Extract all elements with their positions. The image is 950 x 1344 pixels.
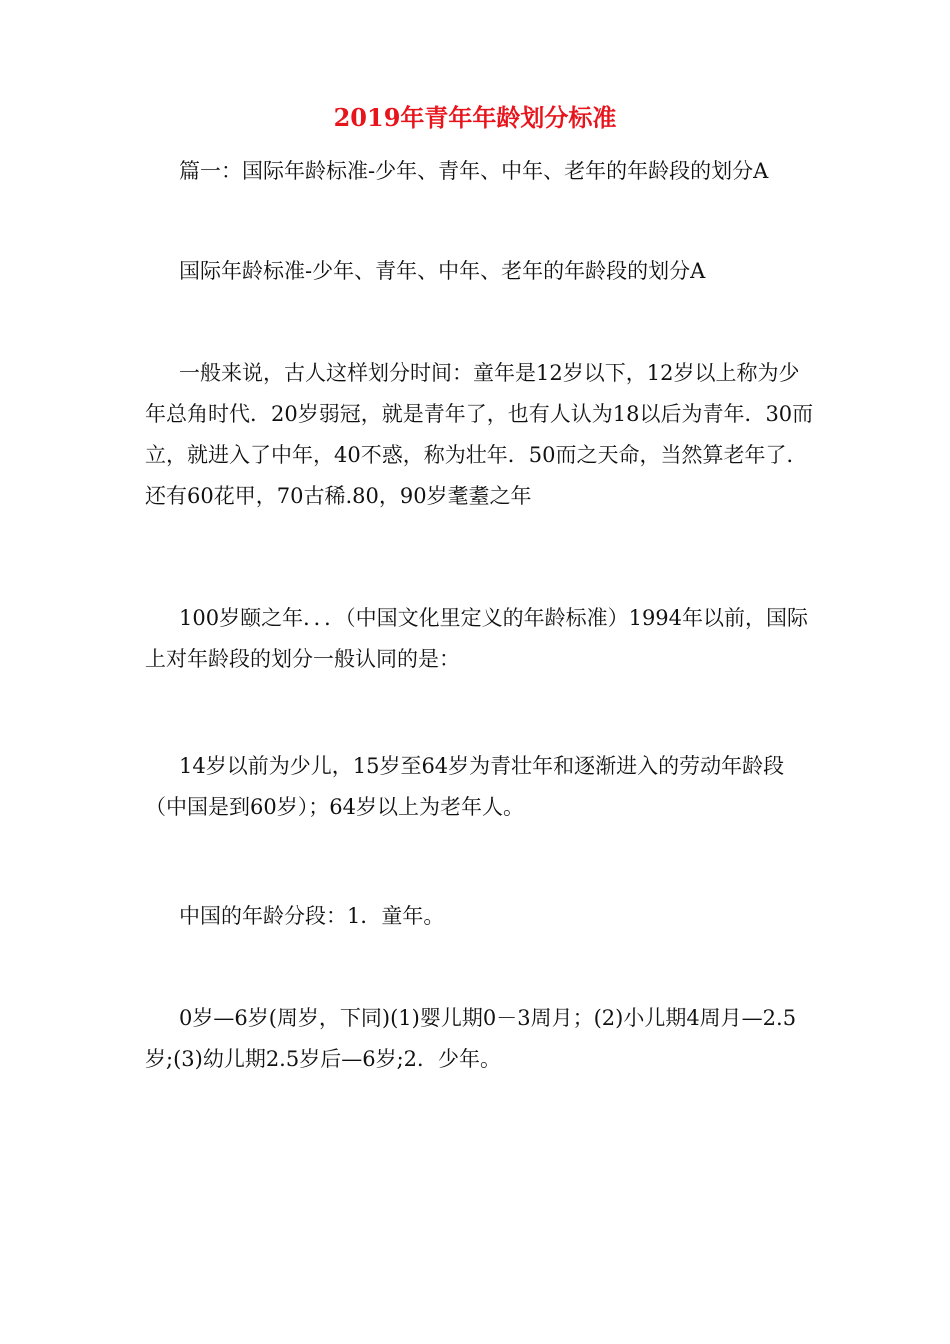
paragraph-china-segments: 中国的年龄分段：1．童年。 [179,904,445,928]
paragraph-section-heading: 篇一：国际年龄标准-少年、青年、中年、老年的年龄段的划分A [179,159,769,183]
document-title: 2019年青年年龄划分标准 [333,103,617,132]
paragraph-age-ranges: 14岁以前为少儿，15岁至64岁为青壮年和逐渐进入的劳动年龄段（中国是到60岁）；64岁以上为老年人。 [145,754,785,819]
paragraph-subheading: 国际年龄标准-少年、青年、中年、老年的年龄段的划分A [179,259,706,283]
paragraph-international-standard: 100岁颐之年．．．（中国文化里定义的年龄标准）1994年以前，国际上对年龄段的划分一般认同的是： [145,606,809,671]
paragraph-ancient-ages: 一般来说，古人这样划分时间：童年是12岁以下，12岁以上称为少年总角时代．20岁弱冠，就是青年了，也有人认为18以后为青年．30而立，就进入了中年，40不惑，称为壮年．50而之天命，当然算老年了．还有60花甲，70古稀.80，90岁耄耋之年 [145,361,814,508]
paragraph-childhood-stages: 0岁—6岁(周岁，下同)(1)婴儿期0－3周月；(2)小儿期4周月—2.5岁;(3)幼儿期2.5岁后—6岁;2．少年。 [145,1006,797,1071]
